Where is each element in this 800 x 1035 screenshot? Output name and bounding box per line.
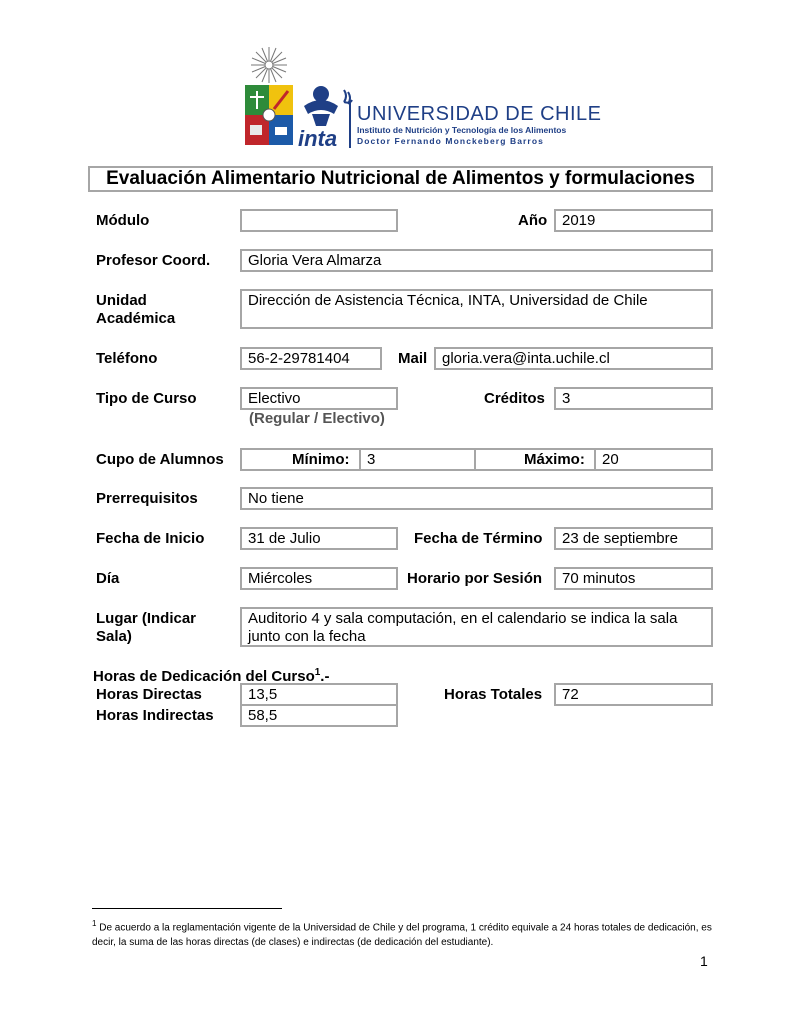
fecha-inicio-label: Fecha de Inicio: [96, 530, 205, 547]
page-number: 1: [700, 953, 708, 969]
creditos-field[interactable]: 3: [554, 387, 713, 410]
modulo-label: Módulo: [96, 212, 150, 229]
fecha-termino-label: Fecha de Término: [414, 530, 543, 547]
prerrequisitos-label: Prerrequisitos: [96, 490, 198, 507]
unidad-label-line2: Académica: [96, 310, 176, 327]
unidad-field[interactable]: Dirección de Asistencia Técnica, INTA, Universidad de Chile: [240, 289, 713, 329]
horario-field[interactable]: 70 minutos: [554, 567, 713, 590]
inta-logo-mark: [300, 84, 355, 128]
anio-field[interactable]: 2019: [554, 209, 713, 232]
university-crest-logo: [240, 45, 298, 149]
maximo-label: Máximo:: [524, 451, 585, 468]
unidad-label-line1: Unidad: [96, 292, 147, 309]
horas-totales-field[interactable]: 72: [554, 683, 713, 706]
cupo-label: Cupo de Alumnos: [96, 451, 224, 468]
tipo-curso-hint: (Regular / Electivo): [249, 410, 385, 427]
mail-label: Mail: [398, 350, 428, 367]
tipo-curso-label: Tipo de Curso: [96, 390, 197, 407]
dia-label: Día: [96, 570, 120, 587]
document-title: Evaluación Alimentario Nutricional de Alimentos y formulaciones: [88, 166, 713, 192]
prerrequisitos-field[interactable]: No tiene: [240, 487, 713, 510]
footnote-marker: 1: [92, 919, 97, 928]
modulo-field[interactable]: [240, 209, 398, 232]
horas-heading-suffix: .-: [320, 668, 330, 685]
fecha-termino-field[interactable]: 23 de septiembre: [554, 527, 713, 550]
institute-line: Instituto de Nutrición y Tecnología de los Alimentos: [357, 125, 567, 135]
footnote-text: De acuerdo a la reglamentación vigente de la Universidad de Chile y del programa, 1 crédito equivale a 24 horas totales de dedicación, es decir, la suma de las horas directas (de clases) e indirectas (de dedicación del estudiante).: [92, 922, 712, 949]
telefono-field[interactable]: 56-2-29781404: [240, 347, 382, 370]
horas-indirectas-field[interactable]: 58,5: [240, 704, 398, 727]
footnote-separator: [92, 908, 282, 909]
horas-totales-label: Horas Totales: [444, 686, 543, 703]
profesor-label: Profesor Coord.: [96, 252, 211, 269]
horas-indirectas-label: Horas Indirectas: [96, 707, 214, 724]
fecha-inicio-field[interactable]: 31 de Julio: [240, 527, 398, 550]
lugar-label-line1: Lugar (Indicar: [96, 610, 197, 627]
maximo-field[interactable]: 20: [594, 448, 713, 471]
footnote: [92, 916, 732, 950]
doctor-line: Doctor Fernando Monckeberg Barros: [357, 136, 544, 146]
horas-directas-field[interactable]: 13,5: [240, 683, 398, 706]
inta-wordmark: inta: [298, 126, 338, 151]
university-header-text: [357, 103, 602, 147]
tipo-curso-field[interactable]: Electivo: [240, 387, 398, 410]
horas-directas-label: Horas Directas: [96, 686, 202, 703]
telefono-label: Teléfono: [96, 350, 158, 367]
logo-divider: [349, 100, 351, 148]
university-name: UNIVERSIDAD DE CHILE: [357, 103, 602, 125]
dia-field[interactable]: Miércoles: [240, 567, 398, 590]
creditos-label: Créditos: [484, 390, 545, 407]
lugar-label-line2: Sala): [96, 628, 132, 645]
minimo-field[interactable]: 3: [359, 448, 476, 471]
mail-field[interactable]: gloria.vera@inta.uchile.cl: [434, 347, 713, 370]
profesor-field[interactable]: Gloria Vera Almarza: [240, 249, 713, 272]
minimo-label: Mínimo:: [292, 451, 350, 468]
horario-label: Horario por Sesión: [407, 570, 543, 587]
horas-footnote-ref[interactable]: 1: [314, 667, 321, 678]
lugar-field[interactable]: Auditorio 4 y sala computación, en el calendario se indica la sala junto con la fecha: [240, 607, 713, 647]
horas-heading-text: Horas de Dedicación del Curso: [93, 668, 315, 685]
anio-label: Año: [518, 212, 548, 229]
